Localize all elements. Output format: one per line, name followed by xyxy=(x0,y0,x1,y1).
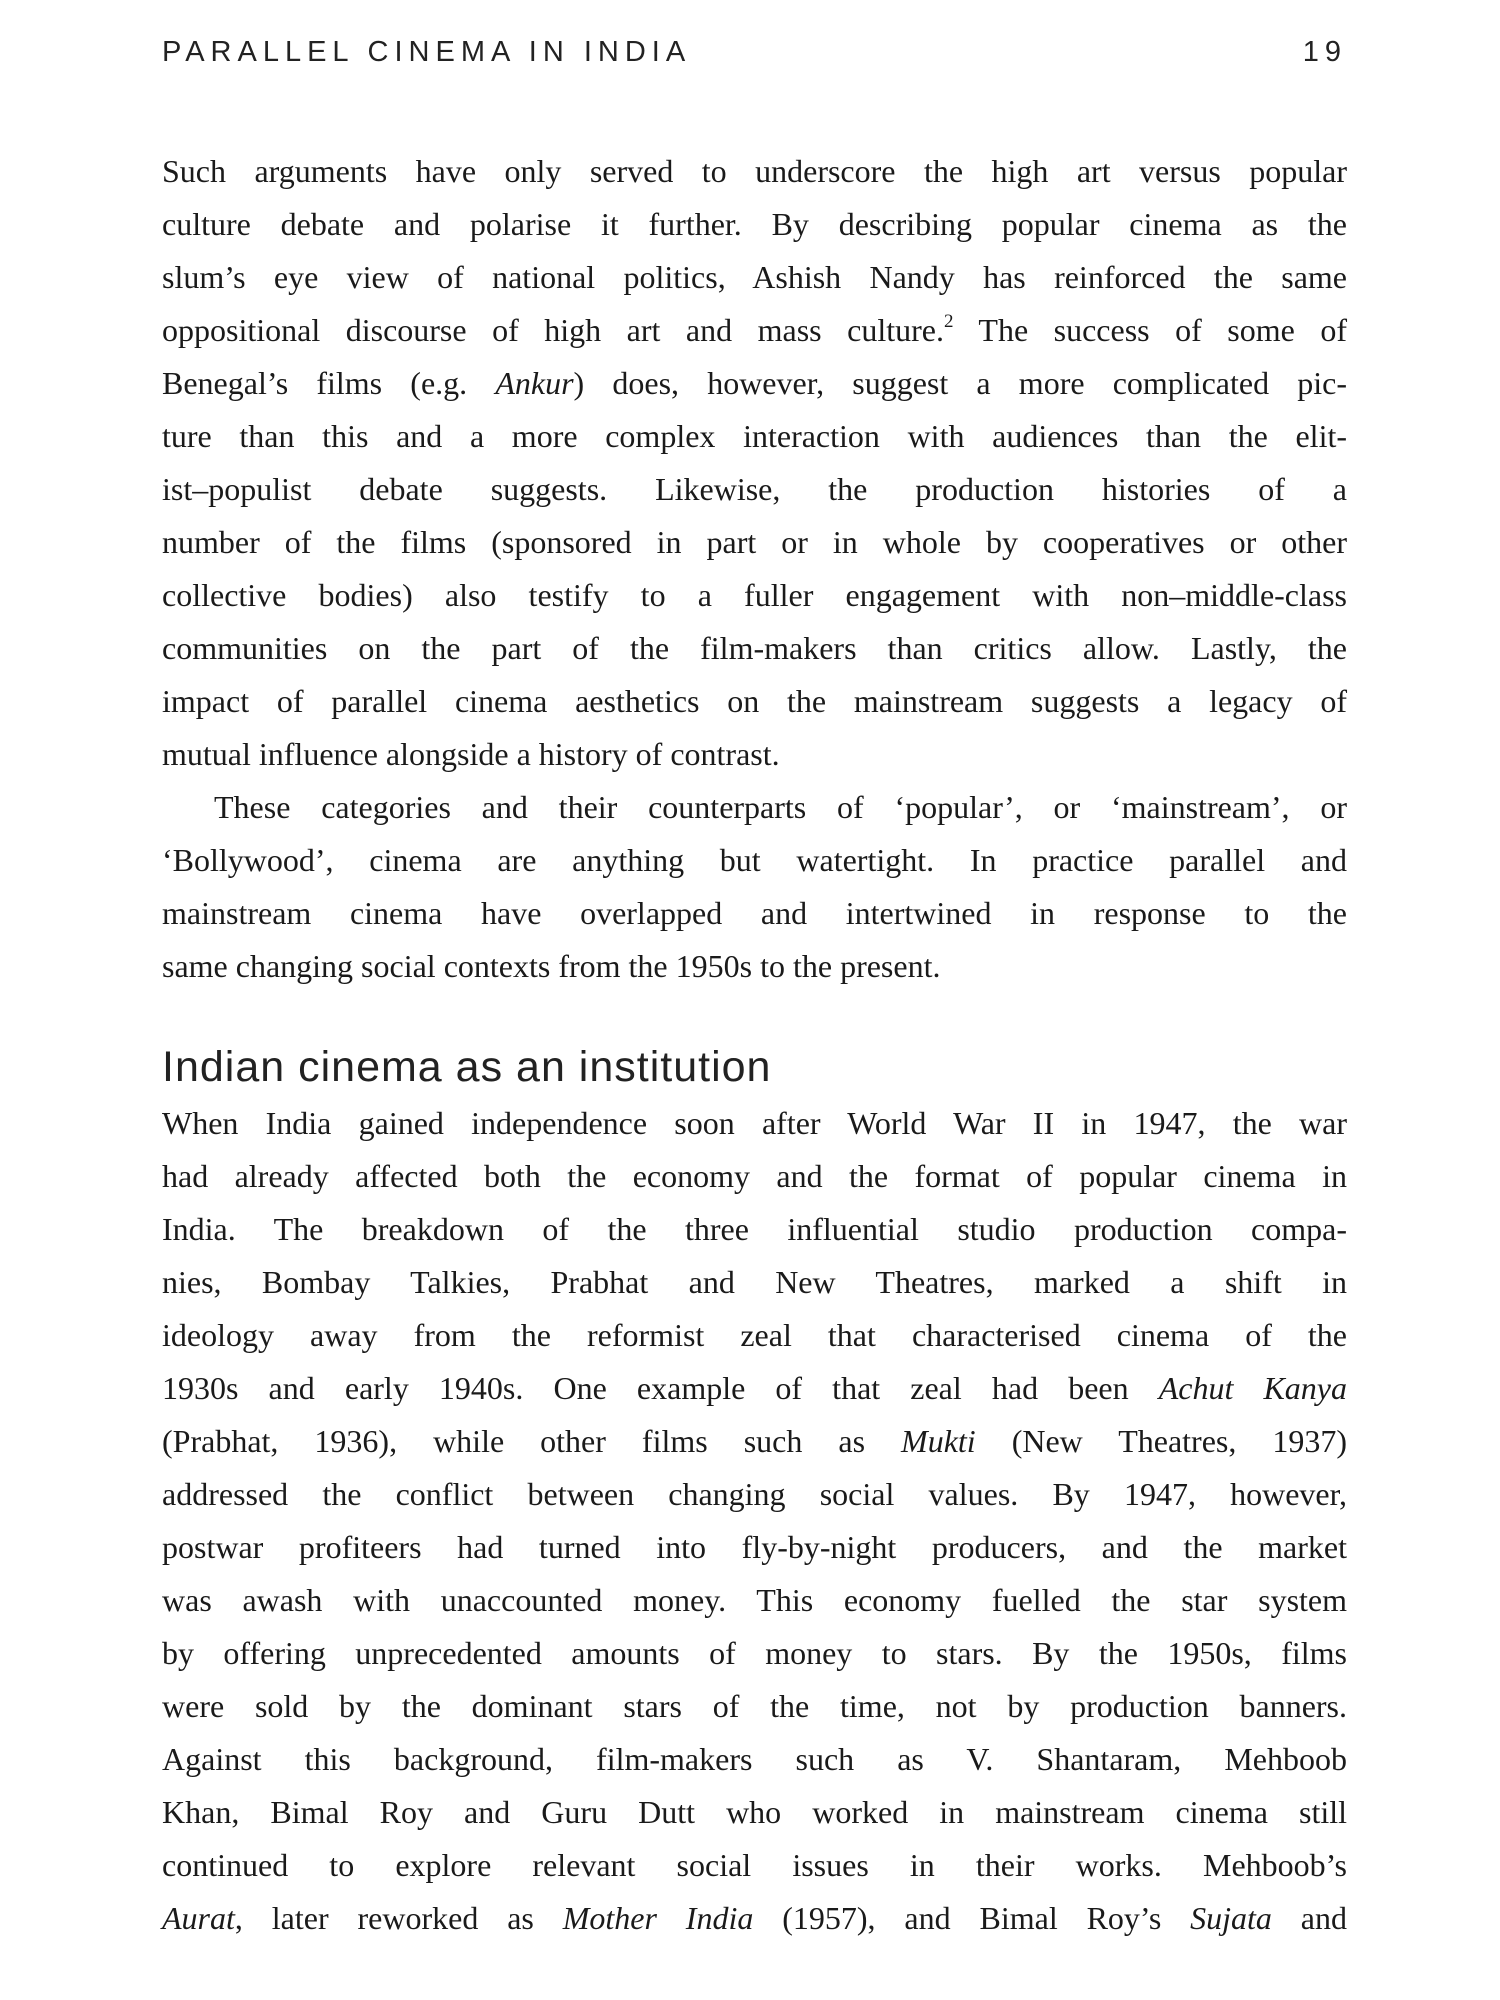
text-line xyxy=(162,1574,1347,1627)
text: continued to explore relevant social issues in their works. Mehboob’s xyxy=(162,1847,1347,1883)
text: ist–populist debate suggests. Likewise, the production histories of a xyxy=(162,471,1347,507)
text-line xyxy=(162,1256,1347,1309)
film-title: Mother India xyxy=(562,1900,754,1936)
film-title: Ankur xyxy=(495,365,574,401)
text-line xyxy=(162,887,1347,940)
text: impact of parallel cinema aesthetics on the mainstream suggests a legacy of xyxy=(162,683,1347,719)
text: The success of some of xyxy=(953,312,1348,348)
text-line xyxy=(162,1150,1347,1203)
paragraph-1 xyxy=(162,145,1347,993)
text: had already affected both the economy and the format of popular cinema in xyxy=(162,1158,1347,1194)
text: postwar profiteers had turned into fly-by-night producers, and the market xyxy=(162,1529,1347,1565)
text: Against this background, film-makers such as V. Shantaram, Mehboob xyxy=(162,1741,1347,1777)
page-number: 19 xyxy=(1302,36,1347,68)
text-line xyxy=(162,1362,1347,1415)
text-line xyxy=(162,834,1347,887)
text: number of the films (sponsored in part or in whole by cooperatives or other xyxy=(162,524,1347,560)
text-line xyxy=(162,1680,1347,1733)
text: nies, Bombay Talkies, Prabhat and New Theatres, marked a shift in xyxy=(162,1264,1347,1300)
text: communities on the part of the film-makers than critics allow. Lastly, the xyxy=(162,630,1347,666)
text: (1957), and Bimal Roy’s xyxy=(753,1900,1191,1936)
text: ‘Bollywood’, cinema are anything but watertight. In practice parallel and xyxy=(162,842,1347,878)
text-line xyxy=(162,463,1347,516)
text: 1930s and early 1940s. One example of that zeal had been xyxy=(162,1370,1159,1406)
text-line xyxy=(162,304,1347,357)
text-line xyxy=(162,569,1347,622)
text: same changing social contexts from the 1950s to the present. xyxy=(162,948,941,984)
text: (New Theatres, 1937) xyxy=(975,1423,1348,1459)
text-line xyxy=(162,1521,1347,1574)
text-line xyxy=(162,1203,1347,1256)
text-line xyxy=(162,357,1347,410)
text: slum’s eye view of national politics, Ashish Nandy has reinforced the same xyxy=(162,259,1347,295)
text: ) does, however, suggest a more complicated pic- xyxy=(573,365,1348,401)
film-title: Aurat xyxy=(162,1900,235,1936)
film-title: Mukti xyxy=(901,1423,976,1459)
text: was awash with unaccounted money. This economy fuelled the star system xyxy=(162,1582,1347,1618)
text: These categories and their counterparts of ‘popular’, or ‘mainstream’, or xyxy=(214,789,1347,825)
text: India. The breakdown of the three influential studio production compa- xyxy=(162,1211,1347,1247)
text-line xyxy=(162,1839,1347,1892)
running-head xyxy=(162,36,1347,80)
text-line xyxy=(162,675,1347,728)
text: ideology away from the reformist zeal that characterised cinema of the xyxy=(162,1317,1347,1353)
text-line xyxy=(162,1309,1347,1362)
text-line xyxy=(162,198,1347,251)
text: collective bodies) also testify to a fuller engagement with non–middle-class xyxy=(162,577,1347,613)
text-line xyxy=(162,781,1347,834)
text: Khan, Bimal Roy and Guru Dutt who worked in mainstream cinema still xyxy=(162,1794,1347,1830)
text-line xyxy=(162,1786,1347,1839)
text-line xyxy=(162,516,1347,569)
text-line xyxy=(162,940,1347,993)
text-line xyxy=(162,1415,1347,1468)
paragraph-3 xyxy=(162,1097,1347,1945)
text: When India gained independence soon after World War II in 1947, the war xyxy=(162,1105,1347,1141)
text: oppositional discourse of high art and mass culture. xyxy=(162,312,944,348)
text: mutual influence alongside a history of contrast. xyxy=(162,736,780,772)
text-line xyxy=(162,251,1347,304)
text: addressed the conflict between changing social values. By 1947, however, xyxy=(162,1476,1347,1512)
text: were sold by the dominant stars of the time, not by production banners. xyxy=(162,1688,1347,1724)
text: , later reworked as xyxy=(234,1900,563,1936)
text-line xyxy=(162,410,1347,463)
text-line xyxy=(162,728,1347,781)
section-heading: Indian cinema as an institution xyxy=(162,1043,772,1091)
text: culture debate and polarise it further. By describing popular cinema as the xyxy=(162,206,1347,242)
text: and xyxy=(1271,1900,1347,1936)
text: ture than this and a more complex interaction with audiences than the elit- xyxy=(162,418,1347,454)
text: Such arguments have only served to underscore the high art versus popular xyxy=(162,153,1347,189)
text-line xyxy=(162,1097,1347,1150)
footnote-ref[interactable]: 2 xyxy=(943,311,954,332)
film-title: Sujata xyxy=(1190,1900,1272,1936)
running-head-title: PARALLEL CINEMA IN INDIA xyxy=(162,36,692,68)
text-line xyxy=(162,1892,1347,1945)
text: mainstream cinema have overlapped and intertwined in response to the xyxy=(162,895,1347,931)
text: Benegal’s films (e.g. xyxy=(162,365,496,401)
text-line xyxy=(162,1627,1347,1680)
text-line xyxy=(162,145,1347,198)
text-line xyxy=(162,1733,1347,1786)
text: (Prabhat, 1936), while other films such as xyxy=(162,1423,902,1459)
text-line xyxy=(162,1468,1347,1521)
film-title: Achut Kanya xyxy=(1158,1370,1348,1406)
text-line xyxy=(162,622,1347,675)
text: by offering unprecedented amounts of money to stars. By the 1950s, films xyxy=(162,1635,1347,1671)
